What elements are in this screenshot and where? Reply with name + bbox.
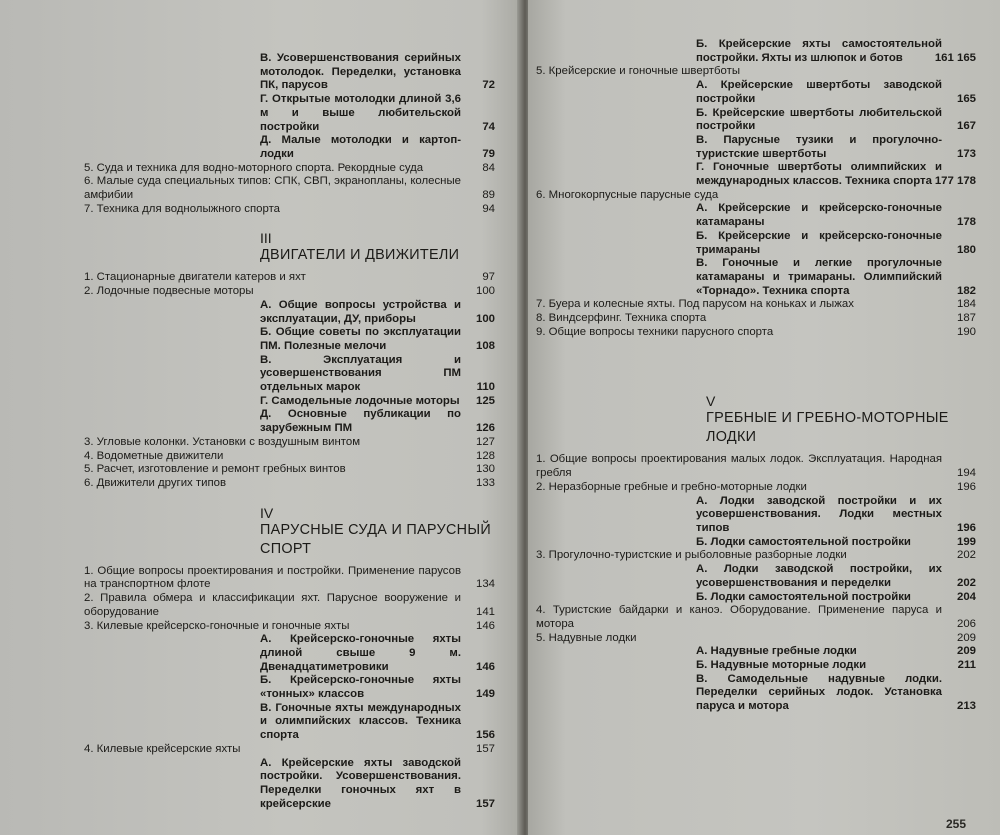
right-toc	[536, 38, 976, 714]
toc-entry-text: 3. Угловые колонки. Установки с воздушным винтом	[84, 435, 361, 448]
toc-subentry	[260, 299, 495, 326]
toc-entry-text: Б. Лодки самостоятельной постройки	[696, 535, 911, 548]
toc-entry-text: 9. Общие вопросы техники парусного спорта	[536, 325, 774, 338]
toc-entry-text: Г. Открытые мотолодки длиной 3,6 м и выше любительской постройки	[260, 93, 461, 133]
toc-subentry	[260, 702, 495, 743]
section-title: ДВИГАТЕЛИ И ДВИЖИТЕЛИ	[260, 247, 460, 264]
section-number: V	[706, 393, 716, 410]
toc-entry-text: В. Самодельные надувные лодки. Переделки серийных лодок. Установка паруса и мотора	[696, 672, 942, 713]
toc-page-number: 74	[482, 120, 495, 133]
toc-page-number: 108	[475, 339, 495, 352]
toc-entry-text: А. Крейсерские и крейсерско-гоночные катамараны	[696, 202, 942, 229]
toc-subentry	[696, 495, 976, 536]
toc-entry-text: 6. Малые суда специальных типов: СПК, СВП, экранопланы, колесные амфибии	[84, 175, 461, 202]
toc-subentry	[696, 107, 976, 134]
toc-subentry	[260, 326, 495, 353]
page-number: 255	[945, 817, 966, 831]
toc-entry	[536, 604, 976, 631]
toc-entry-text: 3. Килевые крейсерско-гоночные и гоночные яхты	[84, 619, 350, 632]
toc-page-number: 213	[956, 700, 976, 713]
toc-page-number: 149	[475, 688, 495, 701]
toc-entry-text: А. Лодки заводской постройки, их усовершенствования и переделки	[696, 563, 942, 589]
toc-page-number: 209	[956, 645, 976, 658]
toc-page-number: 178	[956, 216, 976, 229]
toc-subentry	[260, 395, 495, 409]
toc-subentry	[260, 633, 495, 674]
toc-page-number: 156	[475, 729, 495, 742]
toc-entry	[84, 463, 495, 477]
toc-entry-text: В. Усовершенствования серийных мотолодок. Переделки, установка ПК, парусов	[260, 52, 461, 92]
toc-page-number: 126	[475, 422, 495, 435]
toc-page-number: 128	[475, 449, 495, 462]
toc-entry	[536, 65, 976, 79]
toc-entry	[536, 312, 976, 326]
toc-page-number: 206	[956, 617, 976, 630]
toc-subentry	[260, 674, 495, 701]
toc-entry-text: 1. Стационарные двигатели катеров и яхт	[84, 271, 306, 284]
toc-page-number: 161 165	[934, 51, 976, 64]
toc-entry	[536, 298, 976, 312]
toc-entry-text: В. Гоночные яхты международных и олимпийских классов. Техника спорта	[260, 701, 461, 742]
toc-entry	[536, 326, 976, 340]
toc-entry	[84, 565, 495, 592]
toc-page-number: 97	[482, 271, 495, 284]
toc-entry-text: 4. Килевые крейсерские яхты	[84, 742, 241, 755]
toc-entry-text: 3. Прогулочно-туристские и рыболовные разборные лодки	[536, 549, 847, 562]
toc-subentry	[696, 673, 976, 714]
toc-entry-text: А. Крейсерские швертботы заводской постройки	[696, 79, 942, 105]
toc-subentry	[260, 354, 495, 395]
toc-page-number: 194	[956, 467, 976, 480]
toc-entry	[536, 453, 976, 480]
toc-entry-text: Г. Гоночные швертботы олимпийских и международных классов. Техника спорта	[696, 161, 942, 188]
toc-entry-text: 7. Буера и колесные яхты. Под парусом на коньках и лыжах	[536, 298, 854, 311]
toc-subentry	[696, 202, 976, 229]
toc-page-number: 100	[475, 285, 495, 298]
toc-subentry	[696, 659, 976, 673]
toc-page-number: 196	[956, 480, 976, 493]
toc-entry-text: Б. Надувные моторные лодки	[696, 659, 867, 672]
toc-entry	[84, 285, 495, 299]
toc-subentry	[696, 591, 976, 605]
toc-subentry	[696, 536, 976, 550]
toc-page-number: 209	[956, 631, 976, 644]
toc-entry-text: А. Крейсерские яхты заводской постройки. Усовершенствования. Переделки гоночных яхт в крейсерские	[260, 756, 461, 810]
toc-entry-text: 1. Общие вопросы проектирования малых лодок. Эксплуатация. Народная гребля	[536, 453, 942, 480]
toc-entry-text: 2. Правила обмера и классификации яхт. Парусное вооружение и оборудование	[84, 592, 461, 618]
section-number: IV	[260, 504, 274, 521]
toc-page-number: 202	[956, 576, 976, 589]
toc-entry	[536, 189, 976, 203]
toc-entry	[84, 436, 495, 450]
toc-page-number: 157	[475, 797, 495, 810]
toc-entry-text: 8. Виндсерфинг. Техника спорта	[536, 312, 707, 325]
toc-subentry	[696, 134, 976, 161]
toc-entry-text: 6. Многокорпусные парусные суда	[536, 188, 719, 201]
toc-entry-text: Г. Самодельные лодочные моторы	[260, 394, 460, 407]
left-toc	[84, 52, 495, 811]
toc-page-number: 84	[482, 161, 495, 174]
toc-page-number: 184	[956, 298, 976, 311]
toc-entry	[84, 271, 495, 285]
toc-page-number: 173	[956, 147, 976, 160]
toc-entry	[84, 477, 495, 491]
toc-entry-text: 4. Туристские байдарки и каноэ. Оборудование. Применение паруса и мотора	[536, 604, 942, 630]
toc-entry	[84, 592, 495, 619]
toc-entry	[84, 743, 495, 757]
toc-page-number: 180	[956, 243, 976, 256]
toc-entry-text: 5. Расчет, изготовление и ремонт гребных винтов	[84, 463, 346, 476]
toc-page-number: 110	[476, 381, 495, 394]
toc-page-number: 127	[475, 435, 495, 448]
toc-entry	[84, 175, 495, 202]
toc-entry-text: 4. Водометные движители	[84, 449, 224, 462]
section-title: ГРЕБНЫЕ И ГРЕБНО-МОТОРНЫЕ ЛОДКИ	[706, 410, 949, 446]
toc-page-number: 167	[956, 120, 976, 133]
toc-entry-text: 5. Надувные лодки	[536, 631, 637, 644]
toc-entry-text: 6. Движители других типов	[84, 476, 227, 489]
toc-page-number: 196	[956, 521, 976, 534]
toc-page-number: 125	[475, 394, 495, 407]
toc-entry-text: А. Лодки заводской постройки и их усовершенствования. Лодки местных типов	[696, 494, 942, 534]
toc-entry-text: 1. Общие вопросы проектирования и постройки. Применение парусов на транспортном флоте	[84, 564, 461, 591]
toc-subentry	[696, 38, 976, 65]
toc-page-number: 94	[482, 202, 495, 215]
toc-subentry	[696, 161, 976, 188]
toc-subentry	[696, 645, 976, 659]
toc-entry-text: 2. Неразборные гребные и гребно-моторные лодки	[536, 480, 807, 493]
toc-entry-text: А. Надувные гребные лодки	[696, 645, 857, 658]
toc-entry-text: В. Гоночные и легкие прогулочные катамараны и тримараны. Олимпийский «Торнадо». Техника спорта	[696, 257, 942, 297]
toc-entry-text: Д. Основные публикации по зарубежным ПМ	[260, 408, 461, 435]
toc-entry	[536, 481, 976, 495]
toc-subentry	[260, 93, 495, 134]
toc-page-number: 130	[475, 463, 495, 476]
toc-subentry	[696, 563, 976, 590]
section-number: III	[260, 230, 272, 247]
toc-entry-text: 5. Крейсерские и гоночные швертботы	[536, 65, 741, 78]
toc-entry-text: Б. Общие советы по эксплуатации ПМ. Полезные мелочи	[260, 326, 461, 352]
toc-page-number: 177 178	[934, 175, 976, 188]
toc-page-number: 204	[956, 590, 976, 603]
right-page	[528, 0, 1000, 835]
toc-entry-text: А. Крейсерско-гоночные яхты длиной свыше 9 м. Двенадцатиметровики	[260, 633, 461, 673]
section-title: ПАРУСНЫЕ СУДА И ПАРУСНЫЙ СПОРТ	[260, 521, 492, 557]
toc-entry	[84, 162, 495, 176]
toc-entry-text: В. Парусные тузики и прогулочно-туристские швертботы	[696, 133, 942, 160]
toc-entry-text: Б. Лодки самостоятельной постройки	[696, 590, 911, 603]
toc-entry	[84, 203, 495, 217]
toc-entry-text: 2. Лодочные подвесные моторы	[84, 285, 254, 298]
toc-page-number: 202	[956, 549, 976, 562]
toc-entry	[84, 620, 495, 634]
toc-page-number: 199	[956, 535, 976, 548]
toc-page-number: 72	[482, 79, 495, 92]
toc-page-number: 182	[956, 284, 976, 297]
toc-subentry	[696, 230, 976, 257]
toc-page-number: 190	[956, 325, 976, 338]
toc-entry	[536, 549, 976, 563]
toc-entry-text: 7. Техника для воднолыжного спорта	[84, 202, 280, 215]
toc-page-number: 165	[956, 92, 976, 105]
toc-entry-text: А. Общие вопросы устройства и эксплуатации, ДУ, приборы	[260, 298, 461, 325]
toc-page-number: 134	[475, 578, 495, 591]
toc-page-number: 79	[482, 147, 495, 160]
toc-entry	[536, 632, 976, 646]
toc-page-number: 146	[475, 660, 495, 673]
toc-subentry	[696, 257, 976, 298]
toc-subentry	[696, 79, 976, 106]
toc-entry-text: Б. Крейсерско-гоночные яхты «тонных» классов	[260, 674, 461, 701]
toc-subentry	[260, 52, 495, 93]
toc-page-number: 141	[475, 605, 495, 618]
toc-entry	[84, 450, 495, 464]
toc-entry-text: Б. Крейсерские и крейсерско-гоночные тримараны	[696, 229, 942, 256]
toc-entry-text: 5. Суда и техника для водно-моторного спорта. Рекордные суда	[84, 161, 424, 174]
toc-subentry	[260, 134, 495, 161]
toc-entry-text: Б. Крейсерские швертботы любительской постройки	[696, 106, 942, 133]
toc-entry-text: Д. Малые мотолодки и картоп-лодки	[260, 134, 461, 160]
toc-entry-text: В. Эксплуатация и усовершенствования ПМ отдельных марок	[260, 353, 461, 394]
toc-page-number: 157	[475, 742, 495, 755]
toc-page-number: 187	[956, 312, 976, 325]
toc-page-number: 89	[482, 189, 495, 202]
toc-page-number: 133	[475, 476, 495, 489]
toc-page-number: 100	[475, 312, 495, 325]
toc-entry-text: Б. Крейсерские яхты самостоятельной постройки. Яхты из шлюпок и ботов	[696, 38, 942, 64]
toc-page-number: 146	[475, 619, 495, 632]
toc-subentry	[260, 757, 495, 812]
toc-subentry	[260, 408, 495, 435]
toc-page-number: 211	[957, 659, 976, 672]
section-gap	[536, 339, 976, 379]
